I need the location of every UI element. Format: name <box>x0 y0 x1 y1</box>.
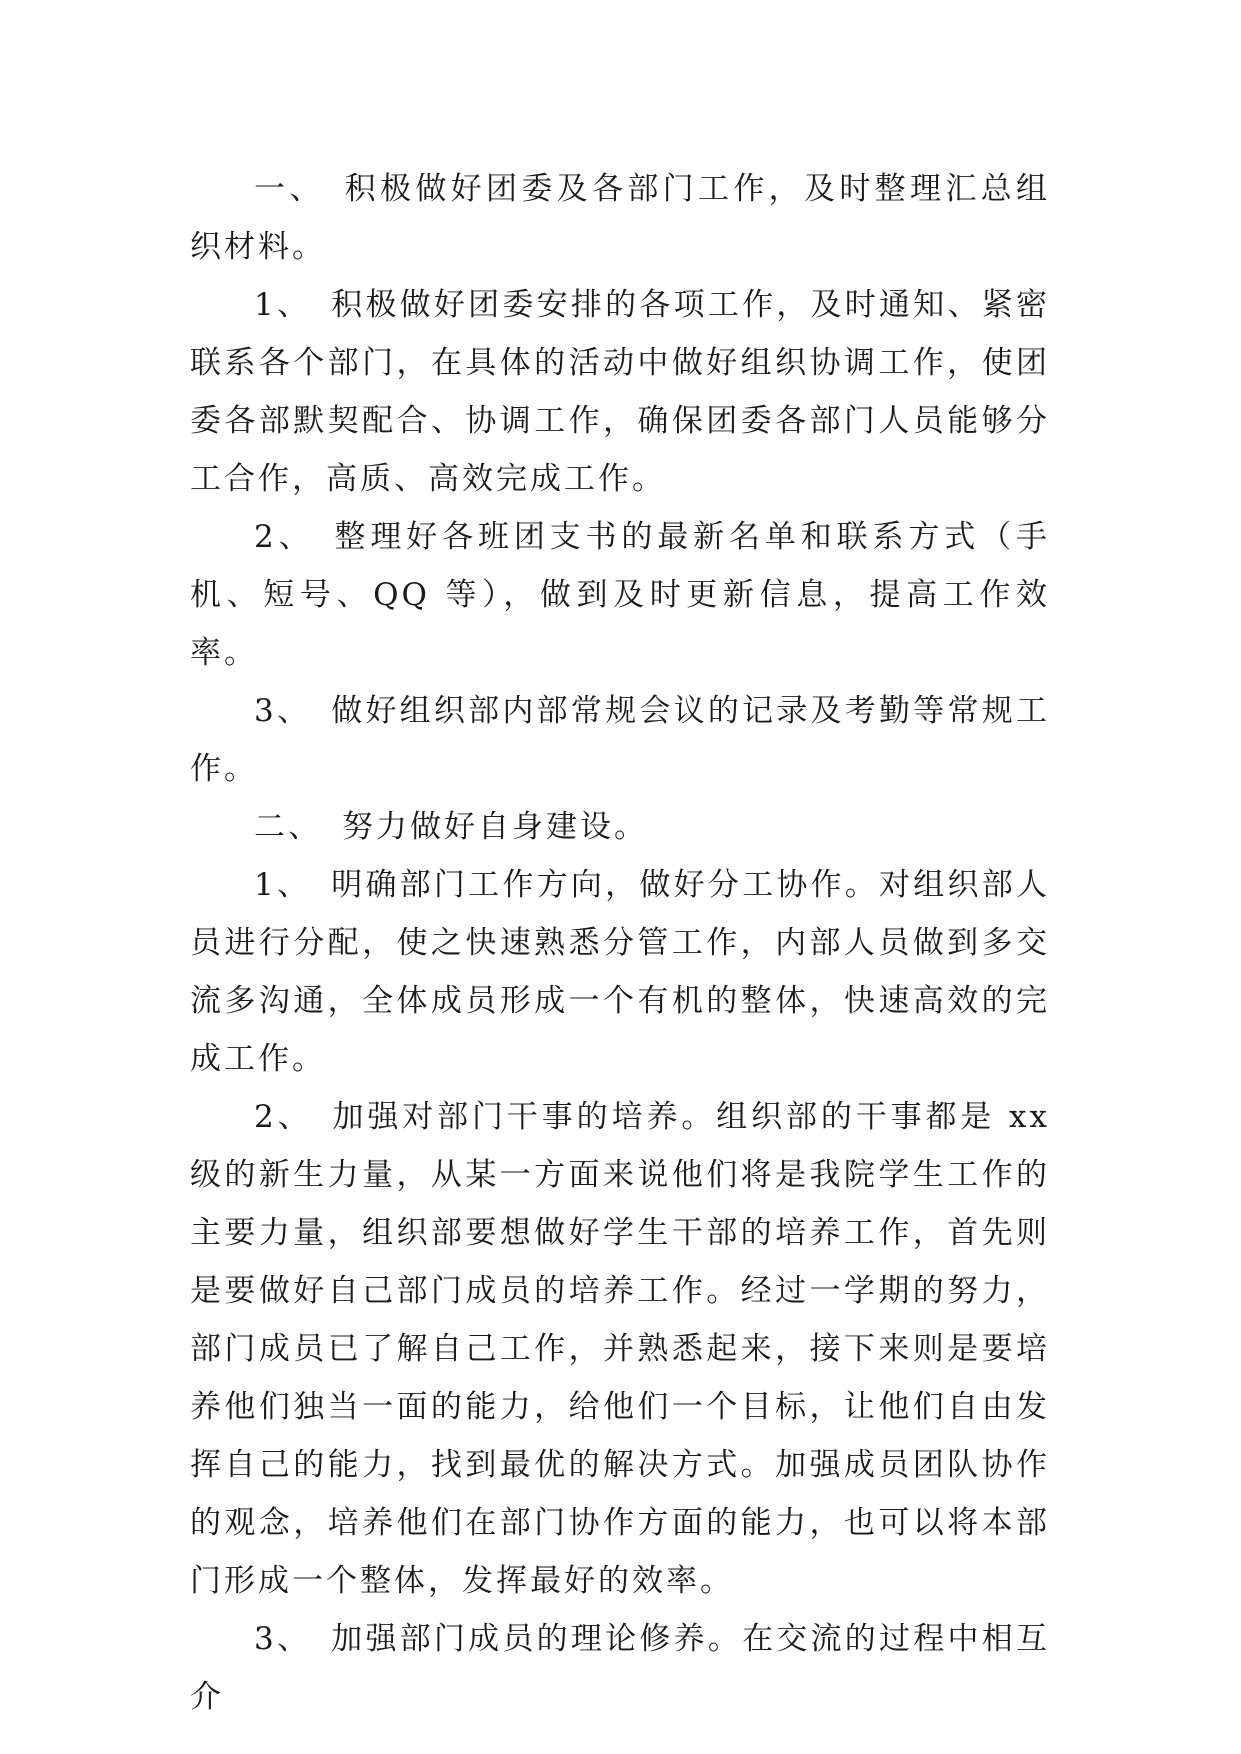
item-number: 3、 <box>254 693 312 729</box>
list-item <box>190 276 1050 508</box>
section-number: 一、 <box>254 171 325 207</box>
item-number: 1、 <box>254 867 312 903</box>
paragraph-text: 明确部门工作方向，做好分工协作。对组织部人员进行分配，使之快速熟悉分管工作，内部人员做到多交流多沟通，全体成员形成一个有机的整体，快速高效的完成工作。 <box>190 867 1050 1077</box>
list-item <box>190 1088 1050 1610</box>
section-number: 二、 <box>254 809 322 845</box>
paragraph-text: 做好组织部内部常规会议的记录及考勤等常规工作。 <box>190 693 1050 787</box>
item-number: 2、 <box>254 519 315 555</box>
section-heading <box>190 798 1050 856</box>
paragraph-text: 加强部门成员的理论修养。在交流的过程中相互介 <box>190 1621 1050 1715</box>
item-number: 3、 <box>254 1621 312 1657</box>
document-body <box>190 160 1050 1726</box>
list-item <box>190 856 1050 1088</box>
paragraph-text: 积极做好团委及各部门工作，及时整理汇总组织材料。 <box>190 171 1051 265</box>
section-heading <box>190 160 1050 276</box>
paragraph-text: 积极做好团委安排的各项工作，及时通知、紧密联系各个部门，在具体的活动中做好组织协调工作，使团委各部默契配合、协调工作，确保团委各部门人员能够分工合作，高质、高效完成工作。 <box>190 287 1050 497</box>
list-item <box>190 1610 1050 1726</box>
paragraph-text: 加强对部门干事的培养。组织部的干事都是 xx 级的新生力量，从某一方面来说他们将是我院学生工作的主要力量，组织部要想做好学生干部的培养工作，首先则是要做好自己部门成员的培养工作。经过一学期的努力，部门成员已了解自己工作，并熟悉起来，接下来则是要培养他们独当一面的能力，给他们一个目标，让他们自由发挥自己的能力，找到最优的解决方式。加强成员团队协作的观念，培养他们在部门协作方面的能力，也可以将本部门形成一个整体，发挥最好的效率。 <box>190 1099 1050 1599</box>
paragraph-text: 整理好各班团支书的最新名单和联系方式（手机、短号、QQ 等），做到及时更新信息，提高工作效率。 <box>190 519 1050 671</box>
item-number: 1、 <box>254 287 312 323</box>
item-number: 2、 <box>254 1099 313 1135</box>
list-item <box>190 682 1050 798</box>
paragraph-text: 努力做好自身建设。 <box>342 809 648 845</box>
list-item <box>190 508 1050 682</box>
